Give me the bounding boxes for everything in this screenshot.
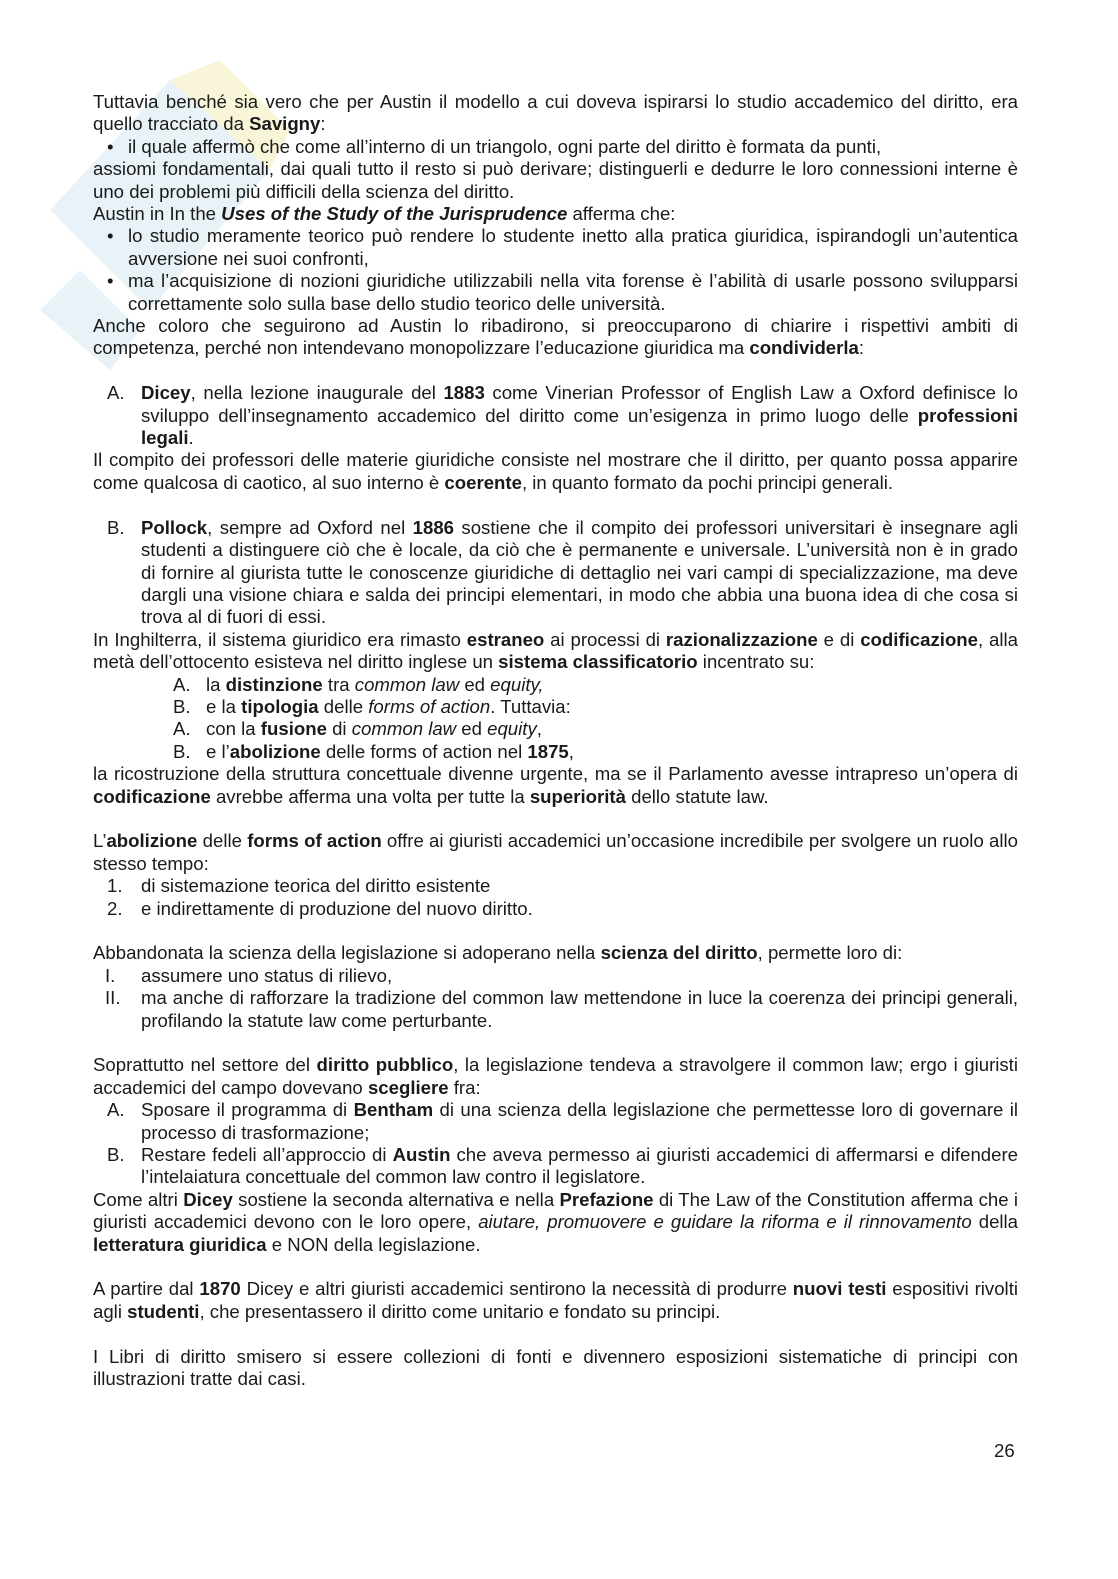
page-number: 26 xyxy=(994,1440,1015,1461)
page-content xyxy=(93,91,1018,1390)
bullet-marker: • xyxy=(107,135,114,157)
paragraph-inghilterra: In Inghilterra, il sistema giuridico era rimasto estraneo ai processi di razionalizzazione e di codificazione, alla metà dell’ottocento esisteva nel diritto inglese un sistema classificatorio incentrato su: xyxy=(93,628,1018,673)
list-item: B. e la tipologia delle forms of action. Tuttavia: xyxy=(173,695,571,717)
list-item-dicey: A. Dicey, nella lezione inaugurale del 1883 come Vinerian Professor of English Law a Oxford definisce lo sviluppo dell’insegnamento accademico del diritto come un’esigenza in primo luogo delle professioni legali. xyxy=(107,382,1018,449)
paragraph-austin: Austin in In the Uses of the Study of the Jurisprudence afferma che: xyxy=(93,203,676,225)
list-item-bentham: A. Sposare il programma di Bentham di una scienza della legislazione che permettesse loro di governare il processo di trasformazione; xyxy=(107,1099,1018,1143)
list-item: A. la distinzione tra common law ed equity, xyxy=(173,673,544,695)
paragraph-abolizione: L’abolizione delle forms of action offre ai giuristi accademici un’occasione incredibile per svolgere un ruolo allo stesso tempo: xyxy=(93,830,1018,874)
bullet-item: • lo studio meramente teorico può rendere lo studente inetto alla pratica giuridica, ispirandogli un’autentica avversione nei suoi confronti, xyxy=(107,225,1018,269)
paragraph-continuation: assiomi fondamentali, dai quali tutto il resto si può derivare; distinguerli e dedurre le loro connessioni interne è uno dei problemi più difficili della scienza del diritto. xyxy=(93,158,1018,202)
paragraph-prefazione: Come altri Dicey sostiene la seconda alternativa e nella Prefazione di The Law of the Constitution afferma che i giuristi accademici devono con le loro opere, aiutare, promuovere e guidare la riforma e il rinnovamento della letteratura giuridica e NON della legislazione. xyxy=(93,1188,1019,1255)
bullet-marker: • xyxy=(107,270,114,292)
paragraph-ricostruzione: la ricostruzione della struttura concettuale divenne urgente, ma se il Parlamento avesse intrapreso un’opera di codificazione avrebbe afferma una volta per tutte la superiorità dello statute law. xyxy=(93,763,1018,807)
numbered-item: 2. e indirettamente di produzione del nuovo diritto. xyxy=(107,897,533,919)
list-item: A. con la fusione di common law ed equity, xyxy=(173,718,542,740)
list-item: B. e l’abolizione delle forms of action nel 1875, xyxy=(173,740,574,762)
list-item-austin: B. Restare fedeli all’approccio di Austin che aveva permesso ai giuristi accademici di affermarsi e difendere l’intelaiatura concettuale del common law contro il legislatore. xyxy=(107,1144,1018,1188)
paragraph-1870: A partire dal 1870 Dicey e altri giuristi accademici sentirono la necessità di produrre nuovi testi espositivi rivolti agli studenti, che presentassero il diritto come unitario e fondato su principi. xyxy=(93,1278,1018,1322)
bullet-item: • ma l’acquisizione di nozioni giuridiche utilizzabili nella vita forense è l’abilità di usarle possono svilupparsi correttamente solo sulla base dello studio teorico delle università. xyxy=(107,270,1018,314)
roman-item: I. assumere uno status di rilievo, xyxy=(105,964,393,986)
paragraph-competenza: Anche coloro che seguirono ad Austin lo ribadirono, si preoccuparono di chiarire i rispettivi ambiti di competenza, perché non intendevano monopolizzare l’educazione giuridica ma condividerla: xyxy=(93,315,1018,359)
bullet-item: • il quale affermò che come all’interno di un triangolo, ogni parte del diritto è formata da punti, xyxy=(107,135,882,157)
paragraph-diritto-pubblico: Soprattutto nel settore del diritto pubblico, la legislazione tendeva a stravolgere il common law; ergo i giuristi accademici del campo dovevano scegliere fra: xyxy=(93,1054,1018,1098)
paragraph-libri: I Libri di diritto smisero si essere collezioni di fonti e divennero esposizioni sistematiche di principi con illustrazioni tratte dai casi. xyxy=(93,1345,1018,1390)
paragraph-savigny: Tuttavia benché sia vero che per Austin il modello a cui doveva ispirarsi lo studio accademico del diritto, era quello tracciato da Savigny: xyxy=(93,91,1018,135)
numbered-item: 1. di sistemazione teorica del diritto esistente xyxy=(107,875,491,897)
roman-item: II. ma anche di rafforzare la tradizione del common law mettendone in luce la coerenza dei principi generali, profilando la statute law come perturbante. xyxy=(105,987,1018,1031)
bullet-marker: • xyxy=(107,225,114,247)
list-item-pollock: B. Pollock, sempre ad Oxford nel 1886 sostiene che il compito dei professori universitari è insegnare agli studenti a distinguere ciò che è locale, da ciò che è permanente e universale. L’università non è in grado di fornire al giurista tutte le conoscenze giuridiche di dettaglio nei vari campi di specializzazione, ma deve dargli una visione chiara e salda dei principi elementari, in modo che abbia una buona idea di che cosa si trova al di fuori di essi. xyxy=(107,516,1018,628)
paragraph-scienza: Abbandonata la scienza della legislazione si adoperano nella scienza del diritto, permette loro di: xyxy=(93,942,903,964)
paragraph-compito: Il compito dei professori delle materie giuridiche consiste nel mostrare che il diritto, per quanto possa apparire come qualcosa di caotico, al suo interno è coerente, in quanto formato da pochi principi generali. xyxy=(93,449,1018,493)
